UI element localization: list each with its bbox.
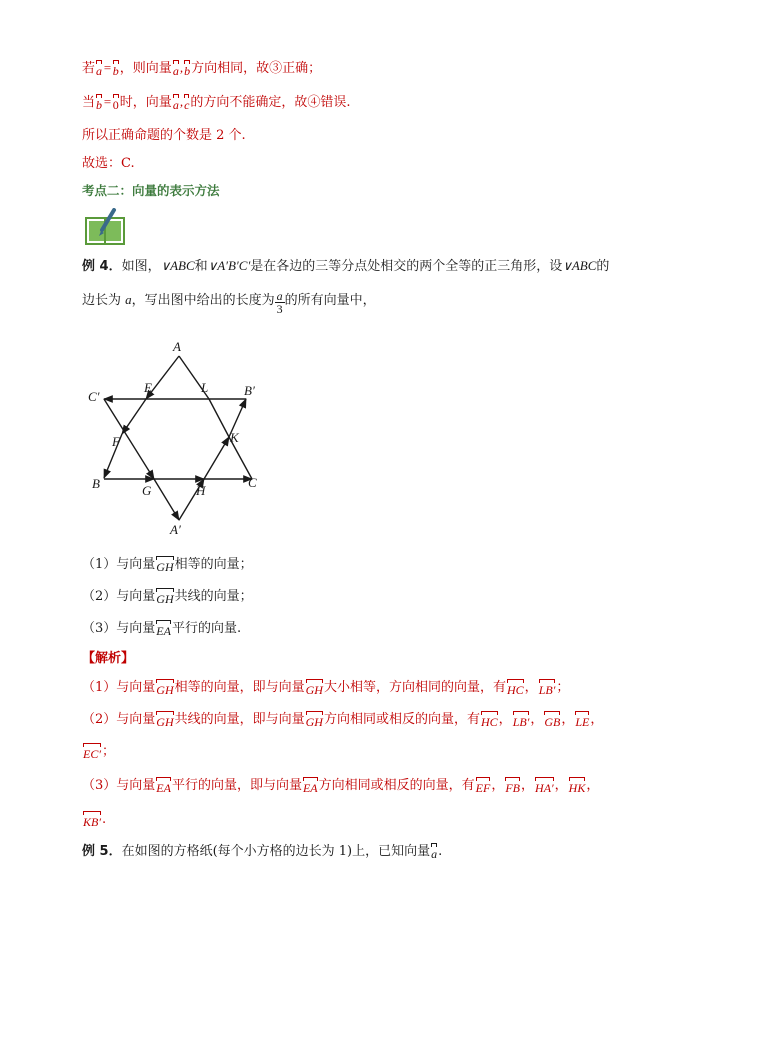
vector-gh: GH (156, 679, 173, 696)
vector-gh: GH (306, 679, 323, 696)
label-b2: B′ (244, 383, 255, 398)
text: 如图， (121, 259, 161, 274)
label-e: E (144, 380, 152, 395)
fraction: $\frac{a}{3}$ (276, 289, 283, 316)
segment-ef (122, 399, 146, 434)
text: ，则向量 (119, 61, 172, 76)
text: 和 (194, 259, 208, 274)
segment-kl (209, 399, 229, 437)
equals: = (103, 94, 112, 109)
analysis-label: 【解析】 (82, 651, 135, 666)
vector-kb2: KB′ (83, 811, 101, 828)
vector-gh: GH (306, 711, 323, 728)
triangle-abc: ∨ABC (562, 258, 597, 273)
label-h: H (196, 483, 206, 498)
example-4-line-2 (82, 290, 376, 315)
text: ，写出图中给出的长度为 (131, 293, 275, 308)
comma: ， (524, 680, 538, 695)
text: 方向相同或相反的向量，有 (323, 712, 480, 727)
vector-b: b (96, 94, 102, 111)
text: （1）与向量 (82, 557, 156, 572)
text: ； (101, 744, 115, 759)
text: 是在各边的三等分点处相交的两个全等的正三角形，设 (250, 259, 563, 274)
label-c2: C′ (88, 389, 100, 404)
label-b: B (92, 476, 100, 491)
vector-fb: FB (505, 777, 520, 794)
text: 的所有向量中， (284, 293, 376, 308)
section-heading: 考点二：向量的表示方法 (82, 183, 220, 198)
vector-ec2: EC′ (83, 743, 101, 760)
text: 边长为 (82, 293, 126, 308)
vector-lb2: LB′ (513, 711, 530, 728)
analysis-2 (82, 710, 603, 730)
question-2 (82, 587, 253, 607)
vector-ha2: HA′ (535, 777, 554, 794)
text: . (101, 812, 107, 827)
vector-ea: EA (303, 777, 318, 794)
answer-line-3: 所以正确命题的个数是 2 个. (82, 128, 246, 143)
comma: ， (586, 778, 600, 793)
comma: ， (590, 712, 604, 727)
vector-le: LE (575, 711, 589, 728)
vector-hk: HK (569, 777, 586, 794)
text: 平行的向量，即与向量 (171, 778, 302, 793)
vector-gh: GH (156, 556, 173, 573)
text: ； (556, 680, 570, 695)
analysis-1 (82, 678, 569, 698)
analysis-3-cont (82, 810, 106, 830)
text: 方向相同或相反的向量，有 (318, 778, 475, 793)
text: （3）与向量 (82, 778, 156, 793)
text: （1）与向量 (82, 680, 156, 695)
example-label: 例 4． (82, 259, 122, 274)
answer-line-1 (82, 58, 321, 79)
label-f: F (112, 434, 120, 449)
analysis-3 (82, 776, 599, 796)
comma: , (179, 60, 184, 75)
label-c: C (248, 475, 257, 490)
analysis-2-cont (82, 742, 115, 762)
text: 的 (596, 259, 610, 274)
segment-hk (204, 437, 229, 479)
vector-c: c (184, 94, 189, 111)
text: 共线的向量，即与向量 (174, 712, 305, 727)
vector-ea: EA (156, 777, 171, 794)
text: 若 (82, 61, 96, 76)
vector-ef: EF (476, 777, 491, 794)
vector-hc: HC (507, 679, 524, 696)
label-k: K (230, 430, 239, 445)
vector-ea: EA (156, 620, 171, 637)
text: （3）与向量 (82, 621, 156, 636)
example-label: 例 5． (82, 844, 122, 859)
label-g: G (142, 483, 152, 498)
segment-ga2 (154, 479, 179, 520)
vector-hc: HC (481, 711, 498, 728)
text: 相等的向量，即与向量 (174, 680, 305, 695)
text: 时，向量 (119, 95, 172, 110)
question-3 (82, 619, 241, 639)
text: 方向相同，故③正确； (191, 61, 322, 76)
vector-zero: 0 (113, 94, 119, 111)
answer-line-2 (82, 92, 351, 113)
text: （2）与向量 (82, 589, 156, 604)
text: 大小相等，方向相同的向量，有 (323, 680, 506, 695)
vector-gh: GH (156, 711, 173, 728)
example-4-line-1 (82, 256, 609, 277)
vector-b: b (113, 60, 119, 77)
equals: = (103, 60, 112, 75)
triangle-abc: ∨ABC (160, 258, 195, 273)
text: （2）与向量 (82, 712, 156, 727)
comma: ， (498, 712, 512, 727)
example-5 (82, 842, 442, 862)
answer-line-4: 故选：C. (82, 156, 135, 171)
var-a: a (125, 292, 132, 307)
label-a: A (173, 339, 181, 354)
comma: ， (554, 778, 568, 793)
book-icon (84, 208, 128, 250)
text: . (438, 844, 443, 859)
hexagram-figure (84, 336, 274, 545)
vector-gh: GH (156, 588, 173, 605)
label-a2: A′ (170, 522, 181, 537)
comma: ， (561, 712, 575, 727)
text: 共线的向量； (174, 589, 253, 604)
vector-b: b (184, 60, 190, 77)
comma: ， (521, 778, 535, 793)
label-l: L (201, 380, 209, 395)
vector-lb2: LB′ (539, 679, 556, 696)
text: 平行的向量. (171, 621, 242, 636)
triangle-a2b2c2: ∨A′B′C′ (207, 258, 251, 273)
comma: ， (530, 712, 544, 727)
comma: ， (491, 778, 505, 793)
text: 的方向不能确定，故④错误. (190, 95, 351, 110)
vector-gb: GB (544, 711, 560, 728)
question-1 (82, 555, 253, 575)
vector-a: a (173, 60, 179, 77)
vector-a: a (431, 843, 437, 860)
text: 在如图的方格纸(每个小方格的边长为 1)上，已知向量 (121, 844, 431, 859)
vector-a: a (96, 60, 102, 77)
text: 相等的向量； (174, 557, 253, 572)
vector-a: a (173, 94, 179, 111)
text: 当 (82, 95, 96, 110)
comma: , (179, 94, 184, 109)
